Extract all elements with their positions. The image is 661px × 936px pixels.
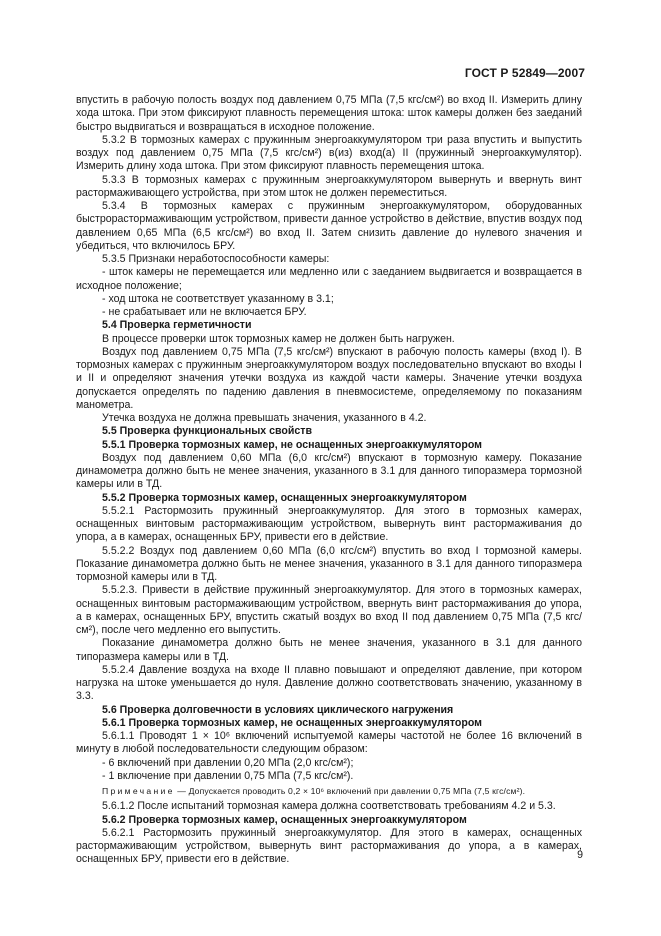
paragraph: 5.3.4 В тормозных камерах с пружинным энергоаккумулятором, оборудованных быстрорастормаживающим устройством, привести данное устройство в действие, впустив воздух под давлением 0,65 МПа (6,5 кгс/см²) во вход II. Затем снизить давление до нулевого значения и убедиться, что включилось БРУ.: [76, 200, 582, 252]
paragraph: Воздух под давлением 0,75 МПа (7,5 кгс/см²) впускают в рабочую полость камеры (вход I). В тормозных камерах с пружинным энергоаккумулятором воздух последовательно впускают во входы I и II и определяют значения утечки воздуха из каждой части камеры. Значение утечки воздуха допускается определять по падению давления в пневмосистеме, определяемому по показаниям манометра.: [76, 345, 582, 411]
section-heading: 5.5 Проверка функциональных свойств: [102, 425, 312, 438]
subsection-heading: 5.5.2 Проверка тормозных камер, оснащенных энергоаккумулятором: [102, 491, 467, 504]
subsection-heading: 5.6.1 Проверка тормозных камер, не оснащенных энергоаккумулятором: [102, 716, 483, 729]
paragraph: 5.6.2.1 Растормозить пружинный энергоаккумулятор. Для этого в камерах, оснащенных растормаживающим устройством, вывернуть винт растормаживания до упора, а в камерах, оснащенных БРУ, привести его в действие.: [76, 826, 582, 866]
paragraph: В процессе проверки шток тормозных камер не должен быть нагружен.: [102, 332, 455, 345]
note-label: Примечание: [102, 786, 175, 796]
list-item: - не срабатывает или не включается БРУ.: [102, 306, 307, 318]
paragraph: 5.5.2.2 Воздух под давлением 0,60 МПа (6,0 кгс/см²) впустить во вход I тормозной камеры. Показание динамометра должно быть не менее значения, указанного в 3.1 для данного типоразмера тормозной камеры или в ТД.: [76, 544, 582, 583]
list-item: - шток камеры не перемещается или медленно или с заеданием выдвигается и возвращается в исходное положение;: [76, 266, 582, 292]
note: [76, 785, 582, 798]
standard-header: ГОСТ Р 52849—2007: [464, 66, 585, 80]
paragraph: 5.6.1.2 После испытаний тормозная камера должна соответствовать требованиям 4.2 и 5.3.: [102, 800, 556, 813]
document-body: [76, 94, 582, 867]
paragraph: 5.3.2 В тормозных камерах с пружинным энергоаккумулятором три раза впустить и выпустить воздух под давлением 0,75 МПа (7,5 кгс/см²) в(из) вход(а) II (пружинный энергоаккумулятор). Измерить длину хода штока. При этом фиксируют плавность перемещения штока.: [76, 133, 582, 173]
paragraph: 5.5.2.1 Растормозить пружинный энергоаккумулятор. Для этого в тормозных камерах, оснащенных винтовым растормаживающим устройством, вывернуть винт растормаживания до упора, а в камерах, оснащенных БРУ, привести его в действие.: [76, 504, 582, 544]
paragraph: впустить в рабочую полость воздух под давлением 0,75 МПа (7,5 кгс/см²) во вход II. Измерить длину хода штока. При этом фиксируют плавность перемещения штока: шток камеры должен без заеданий быстро выдвигаться и возвращаться в исходное положение.: [76, 94, 582, 133]
subsection-heading: 5.6.2 Проверка тормозных камер, оснащенных энергоаккумулятором: [102, 813, 467, 826]
paragraph: Утечка воздуха не должна превышать значения, указанного в 4.2.: [102, 412, 427, 424]
paragraph: 5.3.3 В тормозных камерах с пружинным энергоаккумулятором вывернуть и ввернуть винт растормаживающего устройства, при этом шток не должен переместиться.: [76, 173, 582, 199]
paragraph: Воздух под давлением 0,60 МПа (6,0 кгс/см²) впускают в тормозную камеру. Показание динамометра должно быть не менее значения, указанного в 3.1 для данного типоразмера тормозной камеры или в ТД.: [76, 451, 582, 491]
paragraph: 5.5.2.3. Привести в действие пружинный энергоаккумулятор. Для этого в тормозных камерах, оснащенных винтовым растормаживающим устройством, ввернуть винт растормаживания до упора, а в камерах, оснащенных БРУ, впустить сжатый воздух во вход II под давлением 0,75 МПа (7,5 кгс/см²), после чего медленно его выпустить.: [76, 584, 582, 636]
note-text: — Допускается проводить 0,2 × 10⁶ включений при давлении 0,75 МПа (7,5 кгс/см²).: [177, 786, 526, 796]
subsection-heading: 5.5.1 Проверка тормозных камер, не оснащенных энергоаккумулятором: [102, 438, 483, 451]
paragraph: 5.5.2.4 Давление воздуха на входе II плавно повышают и определяют давление, при котором нагрузка на штоке уменьшается до нуля. Давление должно соответствовать значению, указанному в 3.3.: [76, 663, 582, 703]
page-number: 9: [577, 849, 583, 861]
section-heading: 5.4 Проверка герметичности: [102, 319, 252, 332]
section-heading: 5.6 Проверка долговечности в условиях циклического нагружения: [102, 703, 454, 716]
list-item: - ход штока не соответствует указанному в 3.1;: [102, 292, 334, 305]
paragraph: 5.3.5 Признаки неработоспособности камеры:: [102, 253, 330, 265]
list-item: - 1 включение при давлении 0,75 МПа (7,5 кгс/см²).: [102, 769, 354, 782]
paragraph: Показание динамометра должно быть не менее значения, указанного в 3.1 для данного типоразмера камеры или в ТД.: [76, 637, 582, 663]
paragraph: 5.6.1.1 Проводят 1 × 10⁶ включений испытуемой камеры частотой не более 16 включений в минуту в любой последовательности следующим образом:: [76, 730, 582, 756]
list-item: - 6 включений при давлении 0,20 МПа (2,0 кгс/см²);: [102, 756, 354, 769]
